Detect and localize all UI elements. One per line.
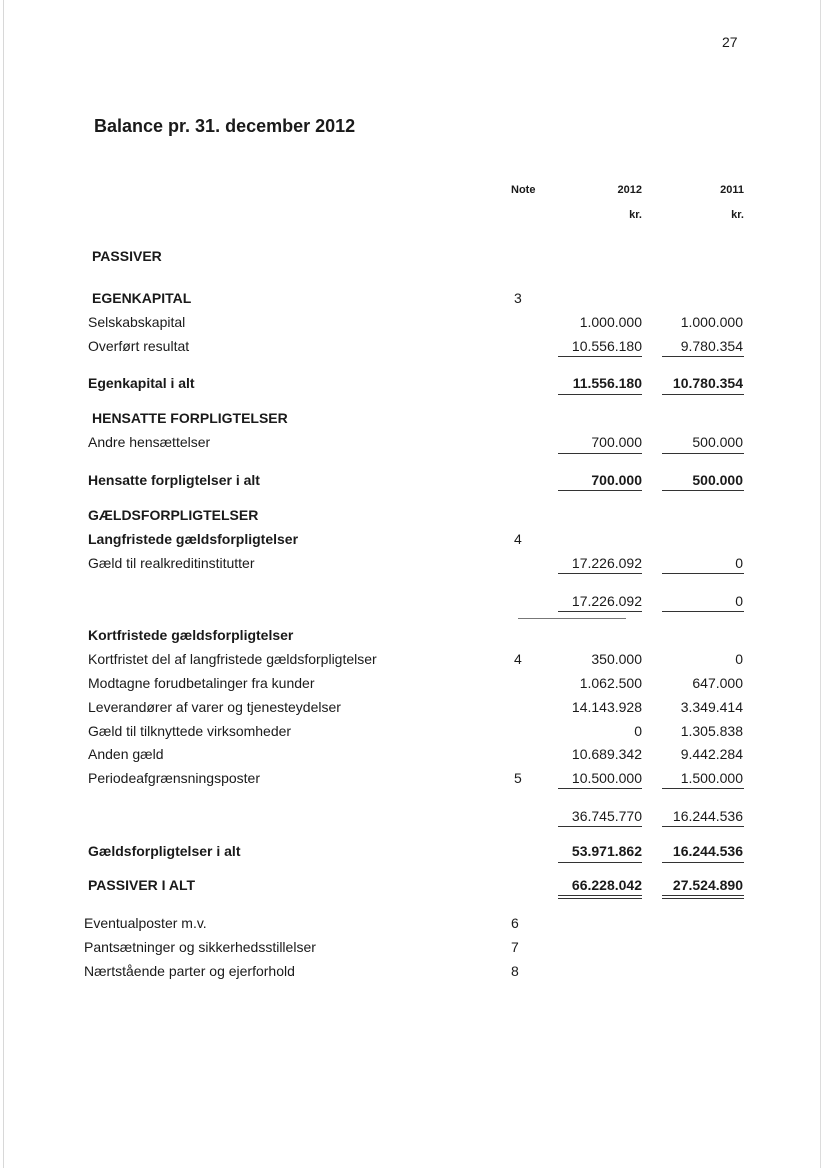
- row-note: 4: [514, 651, 522, 667]
- underline: [662, 394, 744, 395]
- gaeld-total-2011: 16.244.536: [672, 843, 743, 859]
- value-2012: 10.689.342: [571, 746, 642, 762]
- underline: [558, 490, 642, 491]
- value-2012: 14.143.928: [571, 699, 642, 715]
- row-label: Periodeafgrænsningsposter: [88, 770, 260, 786]
- footer-note-label: Eventualposter m.v.: [84, 915, 207, 931]
- row-label: Gæld til realkreditinstitutter: [88, 555, 255, 571]
- passiver-total-label: PASSIVER I ALT: [88, 877, 196, 893]
- value-2011: 1.305.838: [680, 723, 743, 739]
- underline: [558, 826, 642, 827]
- value-2012: 0: [634, 723, 642, 739]
- faint-separator: [518, 618, 626, 619]
- unit-2012-header: kr.: [629, 209, 642, 221]
- underline: [558, 356, 642, 357]
- underline: [558, 453, 642, 454]
- underline: [662, 788, 744, 789]
- row-label: Overført resultat: [88, 338, 190, 354]
- row-label: Selskabskapital: [88, 314, 186, 330]
- footer-note-number: 6: [511, 915, 519, 931]
- footer-note-number: 7: [511, 939, 519, 955]
- value-2011: 0: [735, 651, 743, 667]
- row-label: Leverandører af varer og tjenesteydelser: [88, 699, 341, 715]
- year-2012-header: 2012: [617, 184, 642, 196]
- egenkapital-heading: EGENKAPITAL: [92, 290, 192, 306]
- footer-note-label: Pantsætninger og sikkerhedsstillelser: [84, 939, 316, 955]
- langfristede-heading: Langfristede gældsforpligtelser: [88, 531, 299, 547]
- kortfristede-subtotal-2011: 16.244.536: [672, 808, 743, 824]
- underline: [662, 453, 744, 454]
- value-2012: 17.226.092: [571, 555, 642, 571]
- underline: [558, 394, 642, 395]
- underline: [662, 826, 744, 827]
- value-2012: 1.062.500: [579, 675, 642, 691]
- egenkapital-total-label: Egenkapital i alt: [88, 375, 195, 391]
- underline: [558, 573, 642, 574]
- value-2011: 0: [735, 555, 743, 571]
- footer-note-number: 8: [511, 963, 519, 979]
- value-2011: 3.349.414: [680, 699, 743, 715]
- gaeld-total-2012: 53.971.862: [571, 843, 642, 859]
- value-2011: 647.000: [692, 675, 743, 691]
- value-2011: 9.442.284: [680, 746, 743, 762]
- value-2011: 9.780.354: [680, 338, 743, 354]
- gaeld-total-label: Gældsforpligtelser i alt: [88, 843, 241, 859]
- gaeld-heading: GÆLDSFORPLIGTELSER: [88, 507, 259, 523]
- underline: [662, 356, 744, 357]
- egenkapital-total-2012: 11.556.180: [572, 375, 642, 391]
- value-2012: 700.000: [591, 434, 642, 450]
- value-2012: 10.556.180: [571, 338, 642, 354]
- note-column-header: Note: [511, 184, 536, 196]
- row-label: Gæld til tilknyttede virksomheder: [88, 723, 292, 739]
- footer-note-label: Nærtstående parter og ejerforhold: [84, 963, 295, 979]
- passiver-total-2012: 66.228.042: [571, 877, 642, 893]
- underline: [558, 788, 642, 789]
- value-2011: 1.500.000: [680, 770, 743, 786]
- hensatte-total-label: Hensatte forpligtelser i alt: [88, 472, 260, 488]
- langfristede-note: 4: [514, 531, 522, 547]
- scan-right-edge: [820, 0, 821, 1168]
- kortfristede-subtotal-2012: 36.745.770: [571, 808, 642, 824]
- double-underline: [662, 895, 744, 896]
- passiver-total-2011: 27.524.890: [672, 877, 743, 893]
- egenkapital-note: 3: [514, 290, 522, 306]
- double-underline: [558, 898, 642, 899]
- value-2011: 1.000.000: [680, 314, 743, 330]
- row-note: 5: [514, 770, 522, 786]
- year-2011-header: 2011: [720, 184, 744, 196]
- underline: [662, 862, 744, 863]
- passiver-heading: PASSIVER: [92, 248, 162, 264]
- value-2012: 350.000: [591, 651, 642, 667]
- hensatte-total-2012: 700.000: [591, 472, 642, 488]
- underline: [662, 490, 744, 491]
- page-title: Balance pr. 31. december 2012: [94, 116, 356, 136]
- row-label: Anden gæld: [88, 746, 164, 762]
- underline: [558, 862, 642, 863]
- underline: [558, 611, 642, 612]
- hensatte-heading: HENSATTE FORPLIGTELSER: [92, 410, 288, 426]
- value-2012: 10.500.000: [571, 770, 642, 786]
- unit-2011-header: kr.: [731, 209, 744, 221]
- langfristede-subtotal-2011: 0: [735, 593, 743, 609]
- underline: [662, 611, 744, 612]
- double-underline: [558, 895, 642, 896]
- value-2012: 1.000.000: [579, 314, 642, 330]
- underline: [662, 573, 744, 574]
- row-label: Andre hensættelser: [88, 434, 211, 450]
- kortfristede-heading: Kortfristede gældsforpligtelser: [88, 627, 294, 643]
- value-2011: 500.000: [692, 434, 743, 450]
- row-label: Kortfristet del af langfristede gældsforpligtelser: [88, 651, 377, 667]
- langfristede-subtotal-2012: 17.226.092: [571, 593, 642, 609]
- hensatte-total-2011: 500.000: [692, 472, 743, 488]
- scan-left-edge: [3, 0, 4, 1168]
- egenkapital-total-2011: 10.780.354: [672, 375, 743, 391]
- page-number: 27: [722, 34, 738, 50]
- row-label: Modtagne forudbetalinger fra kunder: [88, 675, 315, 691]
- double-underline: [662, 898, 744, 899]
